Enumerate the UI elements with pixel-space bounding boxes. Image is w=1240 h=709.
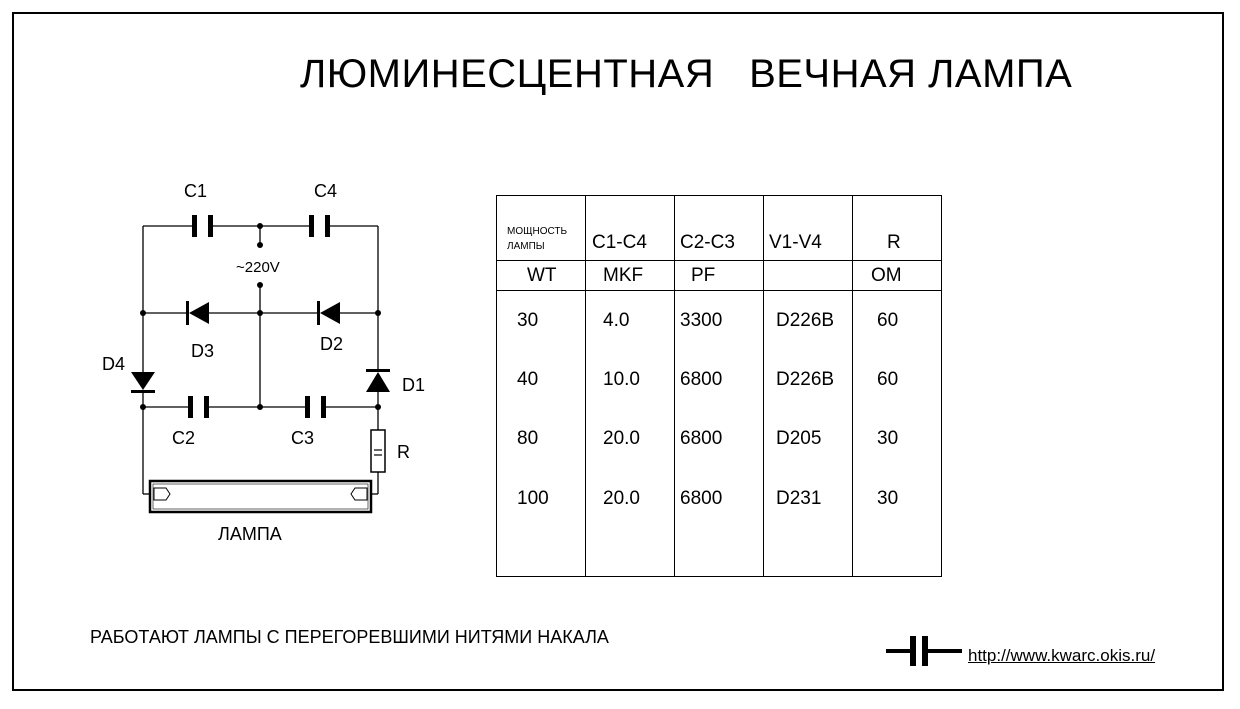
label-d3: D3 [191,341,215,361]
label-supply: ~220V [236,259,280,276]
table-cell: 6800 [675,350,764,409]
table-row [497,291,942,351]
diode-d3 [186,301,209,325]
capacitor-c1 [192,215,213,237]
table-cell: 60 [853,291,942,351]
page-title: ЛЮМИНЕСЦЕНТНАЯ ВЕЧНАЯ ЛАМПА [300,52,1073,96]
table-cell: 40 [497,350,586,409]
unit-cell: WT [497,261,586,291]
table-cell: D205 [764,409,853,468]
unit-cell [764,261,853,291]
table-units-row [497,261,942,291]
capacitor-c4 [309,215,330,237]
diode-d1 [366,369,390,392]
table-cell: D226B [764,291,853,351]
table-cell: 10.0 [586,350,675,409]
label-c4: C4 [314,181,338,201]
table-cell: 100 [497,468,586,577]
table-cell: 20.0 [586,468,675,577]
table-cell: 6800 [675,468,764,577]
header-cell: R [853,196,942,261]
table-cell: 60 [853,350,942,409]
table-cell: 3300 [675,291,764,351]
table-header-row [497,196,942,261]
unit-cell: OM [853,261,942,291]
table-cell: 30 [497,291,586,351]
diode-d4 [131,372,155,393]
table-cell: 4.0 [586,291,675,351]
footer-note: РАБОТАЮТ ЛАМПЫ С ПЕРЕГОРЕВШИМИ НИТЯМИ НАКАЛА [90,627,609,647]
table-row [497,409,942,468]
table-cell: D231 [764,468,853,577]
table-row [497,350,942,409]
capacitor-logo-icon [886,634,964,668]
table-row [497,468,942,577]
label-lamp: ЛАМПА [218,524,282,544]
label-c3: C3 [291,428,315,448]
label-c1: C1 [184,181,208,201]
resistor-r [371,430,385,472]
label-d1: D1 [402,375,426,395]
header-cell: МОЩНОСТЬ ЛАМПЫ [497,196,586,261]
capacitor-c2 [188,396,209,418]
unit-cell: PF [675,261,764,291]
capacitor-c3 [305,396,326,418]
label-r: R [397,442,410,462]
table-cell: D226B [764,350,853,409]
site-link[interactable]: http://www.kwarc.okis.ru/ [968,646,1156,665]
header-cell: C2-C3 [675,196,764,261]
label-c2: C2 [172,428,196,448]
lamp-tube [150,481,371,512]
label-d2: D2 [320,334,344,354]
diode-d2 [317,301,340,325]
table-cell: 6800 [675,409,764,468]
table-cell: 30 [853,468,942,577]
table-cell: 80 [497,409,586,468]
header-cell: V1-V4 [764,196,853,261]
spec-table [496,195,942,577]
label-d4: D4 [102,354,126,374]
table-cell: 20.0 [586,409,675,468]
header-cell: C1-C4 [586,196,675,261]
table-cell: 30 [853,409,942,468]
unit-cell: MKF [586,261,675,291]
